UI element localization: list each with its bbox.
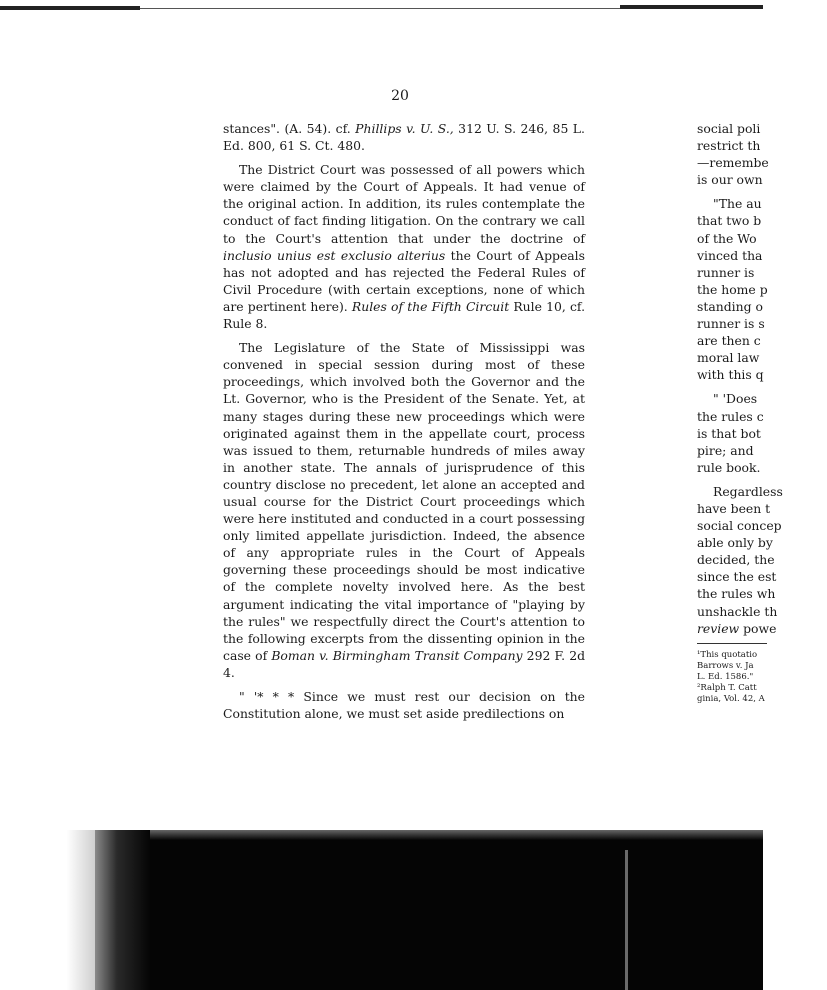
scan-shadow-left [0,830,95,990]
text-line: runner is s [697,316,765,332]
text-line: decided, the [697,552,775,568]
text-line: Regardless [713,483,783,499]
scan-dark-region [95,830,763,990]
text-line: rule book. [697,459,761,475]
text-line: able only by [697,535,773,551]
right-block-b [697,195,827,383]
text-line: are then c [697,333,761,349]
text-line: is our own [697,172,763,188]
scan-dark-region-edge [95,830,763,840]
scan-smudge [95,830,150,990]
text-line: with this q [697,367,764,383]
text-run: stances". (A. 54). cf. [223,121,356,136]
paragraph-3 [223,339,585,681]
text-line: —remembe [697,155,769,171]
text-run: 292 F. 2d 4. [223,647,586,680]
text-run: The Legislature of the State of Mississippi was convened in special session during most of these proceedings, which involved both the Governor and the Lt. Governor, who is the President of the Senate. Yet, at many stages during these new proceedings which were originated against them in the appellate court, process was issued to them, returnable hundreds of miles away in another state. The annals of jurisprudence of this country disclose no precedent, let alone an accepted and usual course for the District Court proceedings which were here instituted and conducted in a court possessing only limited appellate jurisdiction. Indeed, the absence of any appropriate rules in the Court of Appeals governing these proceedings should be most indicative of the complete novelty involved here. As the best argument indicating the vital importance of "playing by the rules" we respectfully direct the Court's attention to the following excerpts from the dissenting opinion in the case of [223,340,585,663]
text-line: moral law [697,350,760,366]
right-block-d [697,483,827,620]
scan-edge-mark-right [620,5,763,9]
left-text-column [223,120,585,729]
text-run: Rule 10, cf. Rule 8. [223,298,586,332]
text-line: "The au [713,196,762,212]
footnotes [697,650,827,705]
text-line: the rules wh [697,586,776,602]
footnote-line: ginia, Vol. 42, A [697,693,765,704]
footnote-line: L. Ed. 1586." [697,671,754,682]
text-line: of the Wo [697,230,757,246]
page-number: 20 [391,88,409,104]
text-run: 312 U. S. 246, 85 L. Ed. 800, 61 S. Ct. 480. [223,121,585,154]
text-line: runner is [697,264,755,280]
text-line: social poli [697,121,761,136]
paragraph-1 [223,120,585,154]
right-last-line-rest: powe [739,620,777,636]
text-line: that two b [697,213,762,229]
footnote-line: Barrows v. Ja [697,660,754,671]
scan-top-edge [0,0,763,12]
text-line: have been t [697,500,771,516]
text-line: is that bot [697,425,761,441]
footnote-rule [697,643,767,644]
text-line: " 'Does [713,391,758,407]
footnote-line: ¹This quotatio [697,649,758,660]
text-line: since the est [697,569,777,585]
paragraph-2 [223,161,585,332]
italic-citation: Phillips v. U. S., [355,121,454,136]
text-line: social concep [697,518,782,534]
text-line: the rules c [697,408,764,424]
paragraph-4-quote [223,688,585,722]
text-line: restrict th [697,138,761,154]
text-run: " '* * * Since we must rest our decision on the Constitution alone, we must set aside predilections on [223,689,585,722]
text-line: pire; and [697,442,754,458]
italic-citation: Boman v. Birmingham Transit Company [271,647,523,663]
scan-edge-rule [140,8,620,9]
italic-citation: inclusio unius est exclusio alterius [223,247,446,263]
scan-edge-mark-left [0,6,140,10]
italic-citation: Rules of the Fifth Circuit [351,298,510,314]
scan-streak [625,850,628,990]
text-run: The District Court was possessed of all powers which were claimed by the Court of Appeals. It had venue of the original action. In addition, its rules contemplate the conduct of fact finding litigation. On the contrary we call to the Court's attention that under the doctrine of [223,162,585,246]
right-last-line [697,620,827,637]
right-block-a [697,120,827,188]
right-text-column-cropped [697,120,827,705]
right-block-c [697,390,827,475]
text-line: standing o [697,298,763,314]
right-last-line-italic: review [697,620,740,636]
text-line: vinced tha [697,247,763,263]
footnote-line: ²Ralph T. Catt [697,682,757,693]
text-run: the Court of Appeals has not adopted and has rejected the Federal Rules of Civil Procedure (with certain exceptions, none of which are pertinent here). [223,247,585,314]
text-line: the home p [697,281,768,297]
text-line: unshackle th [697,603,778,619]
